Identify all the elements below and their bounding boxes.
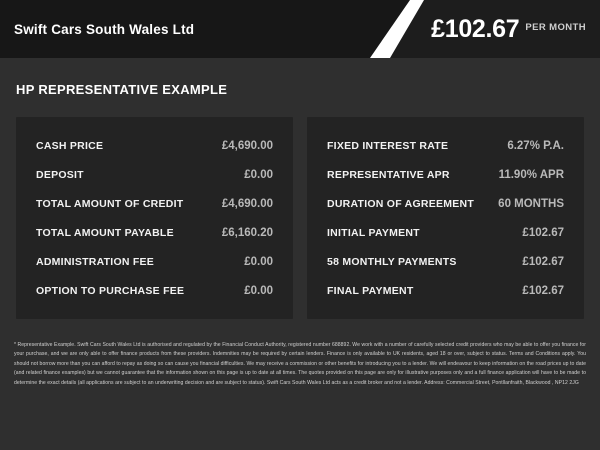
table-row: [30, 276, 279, 305]
row-label: 58 MONTHLY PAYMENTS: [327, 255, 457, 268]
right-details-panel: [307, 117, 584, 319]
row-label: TOTAL AMOUNT OF CREDIT: [36, 197, 184, 210]
table-row: [321, 160, 570, 189]
page-title: HP REPRESENTATIVE EXAMPLE: [16, 82, 228, 97]
table-row: [30, 160, 279, 189]
row-value: £4,690.00: [221, 139, 273, 152]
monthly-price-block: [390, 0, 600, 58]
table-row: [321, 276, 570, 305]
row-label: DURATION OF AGREEMENT: [327, 197, 474, 210]
row-label: INITIAL PAYMENT: [327, 226, 420, 239]
disclaimer-text: * Representative Example. Swift Cars South Wales Ltd is authorised and regulated by the Financial Conduct Authority, registered number 688892. We work with a number of carefully selected credit providers who may be able to offer you finance for your purchase, and we are only able to offer finance products from these providers. Indemnities may be required by certain lenders. Finance is only available to UK residents, aged 18 or over, subject to status. Terms and Conditions apply. You should not borrow more than you can afford to repay as doing so can cause you financial difficulties. We may receive a commission or other benefits for introducing you to a lender. We will endeavour to keep information on the road prices up to date (and related finance examples) but we cannot guarantee that the information shown on this page is up to date at all times. The quotes provided on this page are only for illustrative purposes only and a full finance application will have to be made to determine the exact details (all applications are subject to an underwriting decision and are subject to status). Swift Cars South Wales Ltd acts as a credit broker and not a lender. Address: Commercial Street, Pontllanfraith, Blackwood , NP12 2JG: [14, 342, 586, 386]
price-amount: £102.67: [431, 14, 520, 43]
finance-details-panels: [0, 117, 600, 319]
row-value: £6,160.20: [221, 226, 273, 239]
table-row: [321, 247, 570, 276]
table-row: [30, 247, 279, 276]
table-row: [30, 131, 279, 160]
row-value: £0.00: [244, 255, 273, 268]
header-bar: [0, 0, 600, 58]
price-period-label: PER MONTH: [525, 22, 586, 33]
row-label: DEPOSIT: [36, 168, 84, 181]
table-row: [321, 218, 570, 247]
row-label: REPRESENTATIVE APR: [327, 168, 450, 181]
row-label: FINAL PAYMENT: [327, 284, 414, 297]
row-value: 6.27% P.A.: [507, 139, 564, 152]
row-value: £102.67: [522, 255, 564, 268]
row-value: £4,690.00: [221, 197, 273, 210]
row-value: 11.90% APR: [498, 168, 564, 181]
row-value: £102.67: [522, 284, 564, 297]
row-value: £0.00: [244, 284, 273, 297]
dealer-name: Swift Cars South Wales Ltd: [14, 21, 195, 37]
row-label: OPTION TO PURCHASE FEE: [36, 284, 185, 297]
table-row: [321, 189, 570, 218]
row-label: TOTAL AMOUNT PAYABLE: [36, 226, 174, 239]
left-details-panel: [16, 117, 293, 319]
table-row: [30, 218, 279, 247]
table-row: [321, 131, 570, 160]
table-row: [30, 189, 279, 218]
row-label: CASH PRICE: [36, 139, 104, 152]
row-value: 60 MONTHS: [498, 197, 564, 210]
row-label: ADMINISTRATION FEE: [36, 255, 155, 268]
row-value: £0.00: [244, 168, 273, 181]
row-value: £102.67: [522, 226, 564, 239]
row-label: FIXED INTEREST RATE: [327, 139, 449, 152]
